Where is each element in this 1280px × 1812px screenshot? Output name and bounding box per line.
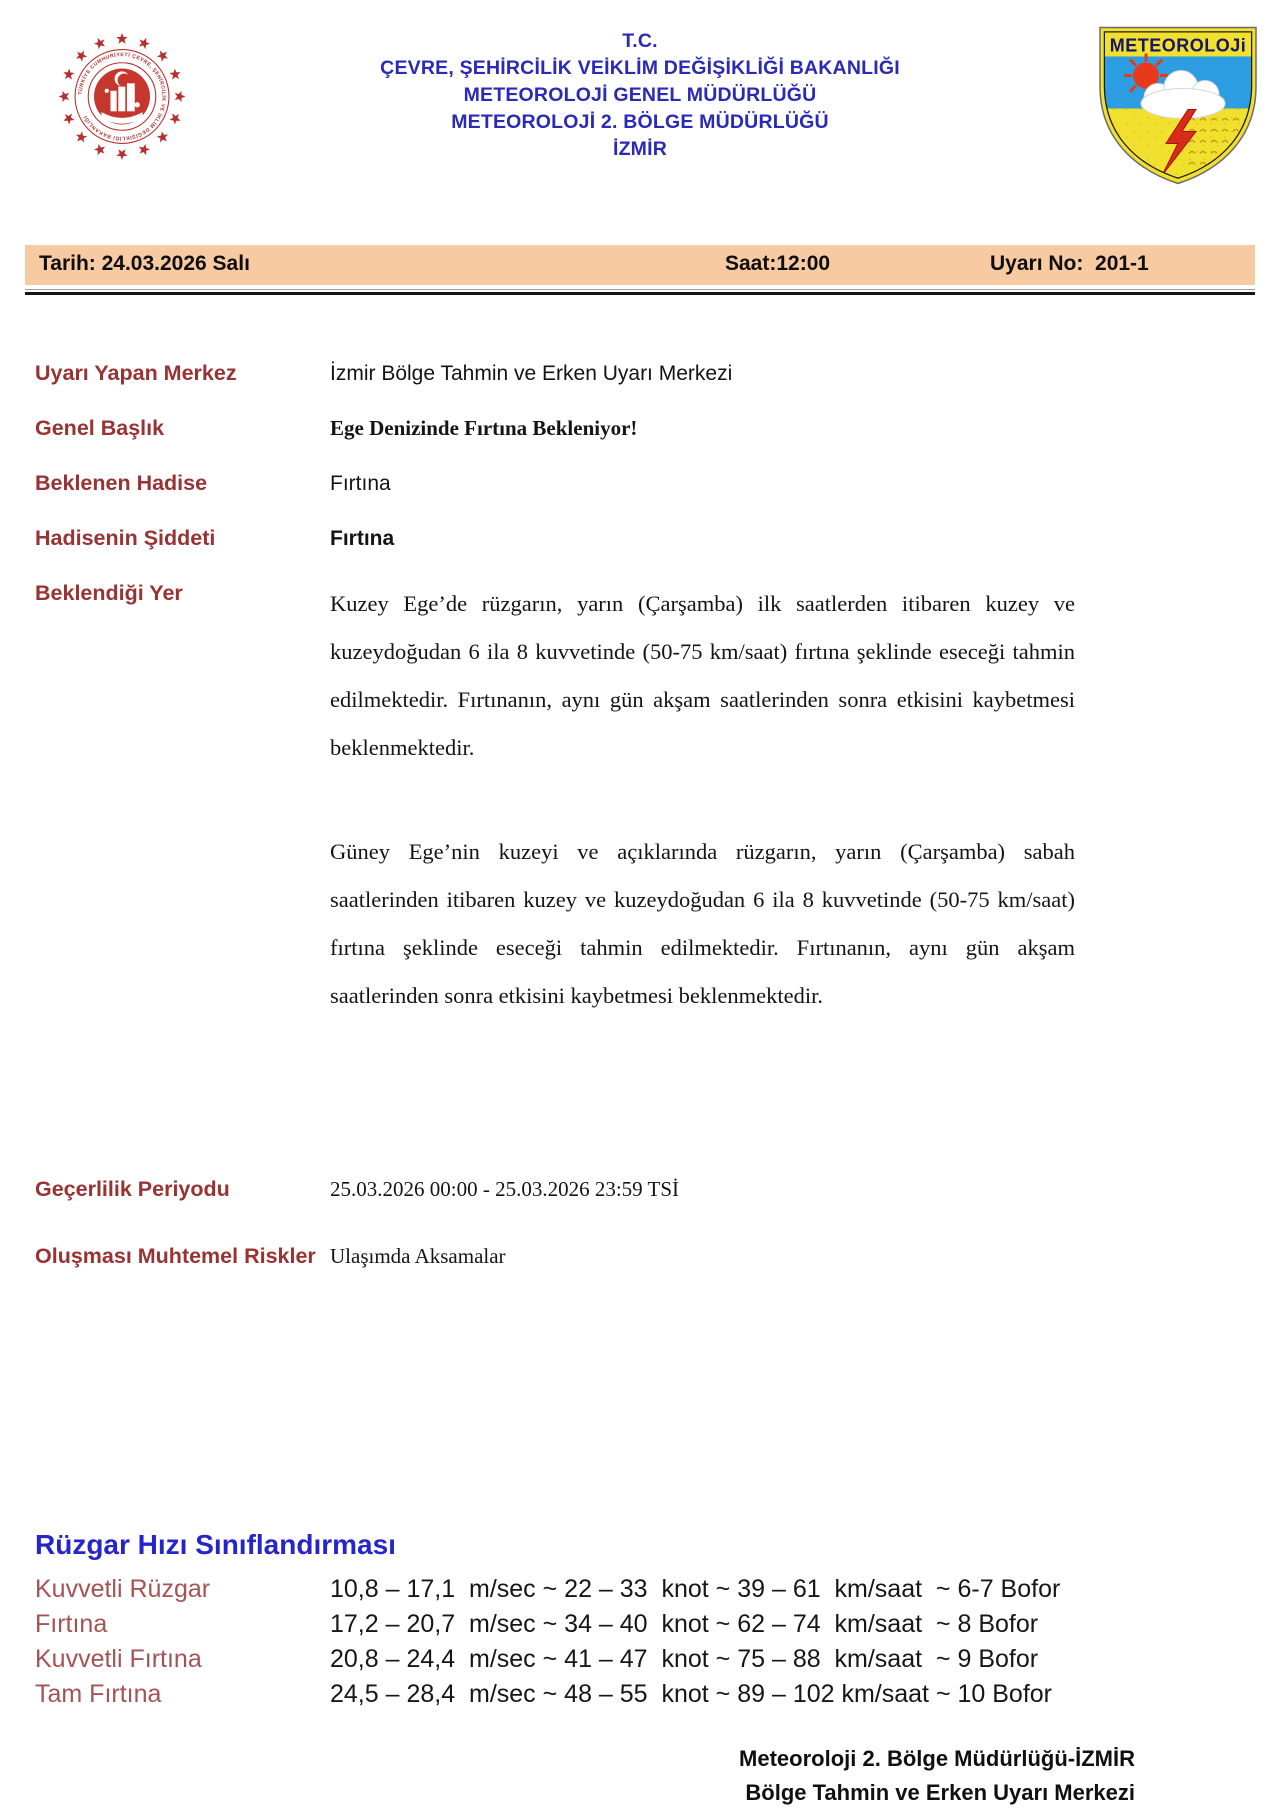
wind-class-value: 10,8 – 17,1 m/sec ~ 22 – 33 knot ~ 39 – 61 km/saat ~ 6-7 Bofor [330,1575,1061,1603]
field-row-expected-location [35,580,1250,1020]
footer-line-center: Bölge Tahmin ve Erken Uyarı Merkezi [745,1780,1135,1805]
warning-fields [35,360,1250,1270]
field-label: Hadisenin Şiddeti [35,526,216,550]
header-divider [25,292,1255,295]
ministry-seal-icon [52,14,192,179]
wind-class-value: 17,2 – 20,7 m/sec ~ 34 – 40 knot ~ 62 – 74 km/saat ~ 8 Bofor [330,1610,1039,1638]
field-value: İzmir Bölge Tahmin ve Erken Uyarı Merkezi [330,362,733,385]
footer-line-directorate: Meteoroloji 2. Bölge Müdürlüğü-İZMİR [739,1746,1135,1771]
time-label: Saat:12:00 [725,252,831,275]
field-value: Fırtına [330,472,391,495]
warning-number-label: Uyarı No: 201-1 [990,252,1149,275]
wind-class-label: Tam Fırtına [35,1680,162,1708]
field-label: Geçerlilik Periyodu [35,1177,230,1201]
wind-class-label: Kuvvetli Rüzgar [35,1575,211,1603]
wind-row-strong-storm [35,1642,1250,1677]
title-line-city: İZMİR [612,138,668,160]
field-label: Beklenen Hadise [35,471,208,495]
field-row-validity-period [35,1176,1250,1203]
field-label: Genel Başlık [35,416,165,440]
document-footer [0,1742,1135,1810]
wind-class-value: 20,8 – 24,4 m/sec ~ 41 – 47 knot ~ 75 – 88 km/saat ~ 9 Bofor [330,1645,1039,1673]
field-row-issuing-center [35,360,1250,387]
field-row-event-severity [35,525,1250,552]
field-value [330,580,1075,1020]
field-row-general-title [35,415,1250,442]
date-label: Tarih: 24.03.2026 Salı [39,252,250,275]
field-label: Oluşması Muhtemel Riskler [35,1244,316,1268]
document-header [0,14,1280,192]
title-line-tc: T.C. [622,30,658,52]
wind-class-label: Fırtına [35,1610,108,1638]
title-line-general-directorate: METEOROLOJİ GENEL MÜDÜRLÜĞÜ [463,84,817,106]
document-title-block [192,28,1088,163]
meteorology-shield-icon [1088,14,1268,192]
wind-row-storm [35,1607,1250,1642]
field-label: Uyarı Yapan Merkez [35,361,237,385]
field-label: Beklendiği Yer [35,581,183,605]
wind-row-full-storm [35,1677,1250,1712]
title-line-ministry: ÇEVRE, ŞEHİRCİLİK VEİKLİM DEĞİŞİKLİĞİ BAKANLIĞI [380,57,900,79]
wind-class-value: 24,5 – 28,4 m/sec ~ 48 – 55 knot ~ 89 – 102 km/saat ~ 10 Bofor [330,1680,1052,1708]
title-line-regional-directorate: METEOROLOJİ 2. BÖLGE MÜDÜRLÜĞÜ [451,111,829,133]
field-value: Ulaşımda Aksamalar [330,1244,506,1268]
wind-row-strong-wind [35,1572,1250,1607]
wind-classification-section [35,1528,1250,1712]
wind-classification-title: Rüzgar Hızı Sınıflandırması [35,1529,396,1560]
field-value: Fırtına [330,527,395,550]
seal-ring-text: TÜRKİYE CUMHURİYETİ ÇEVRE, ŞEHİRCİLİK VE İKLİM DEĞİŞİKLİĞİ BAKANLIĞI [77,52,167,141]
info-bar [25,245,1255,285]
field-value: Ege Denizinde Fırtına Bekleniyor! [330,416,638,440]
wind-class-label: Kuvvetli Fırtına [35,1645,202,1673]
field-row-possible-risks [35,1243,1250,1270]
forecast-paragraph-north-aegean: Kuzey Ege’de rüzgarın, yarın (Çarşamba) ilk saatlerden itibaren kuzey ve kuzeydoğudan 6 ila 8 kuvvetinde (50-75 km/saat) fırtına şeklinde eseceği tahmin edilmektedir. Fırtınanın, aynı gün akşam saatlerinden sonra etkisini kaybetmesi beklenmektedir. [330,591,1075,760]
field-value: 25.03.2026 00:00 - 25.03.2026 23:59 TSİ [330,1177,680,1201]
field-row-expected-event [35,470,1250,497]
shield-label: METEOROLOJi [1109,35,1247,56]
forecast-paragraph-south-aegean: Güney Ege’nin kuzeyi ve açıklarında rüzgarın, yarın (Çarşamba) sabah saatlerinden itibaren kuzey ve kuzeydoğudan 6 ila 8 kuvvetinde (50-75 km/saat) fırtına şeklinde eseceği tahmin edilmektedir. Fırtınanın, aynı gün akşam saatlerinden sonra etkisini kaybetmesi beklenmektedir. [330,839,1075,1008]
